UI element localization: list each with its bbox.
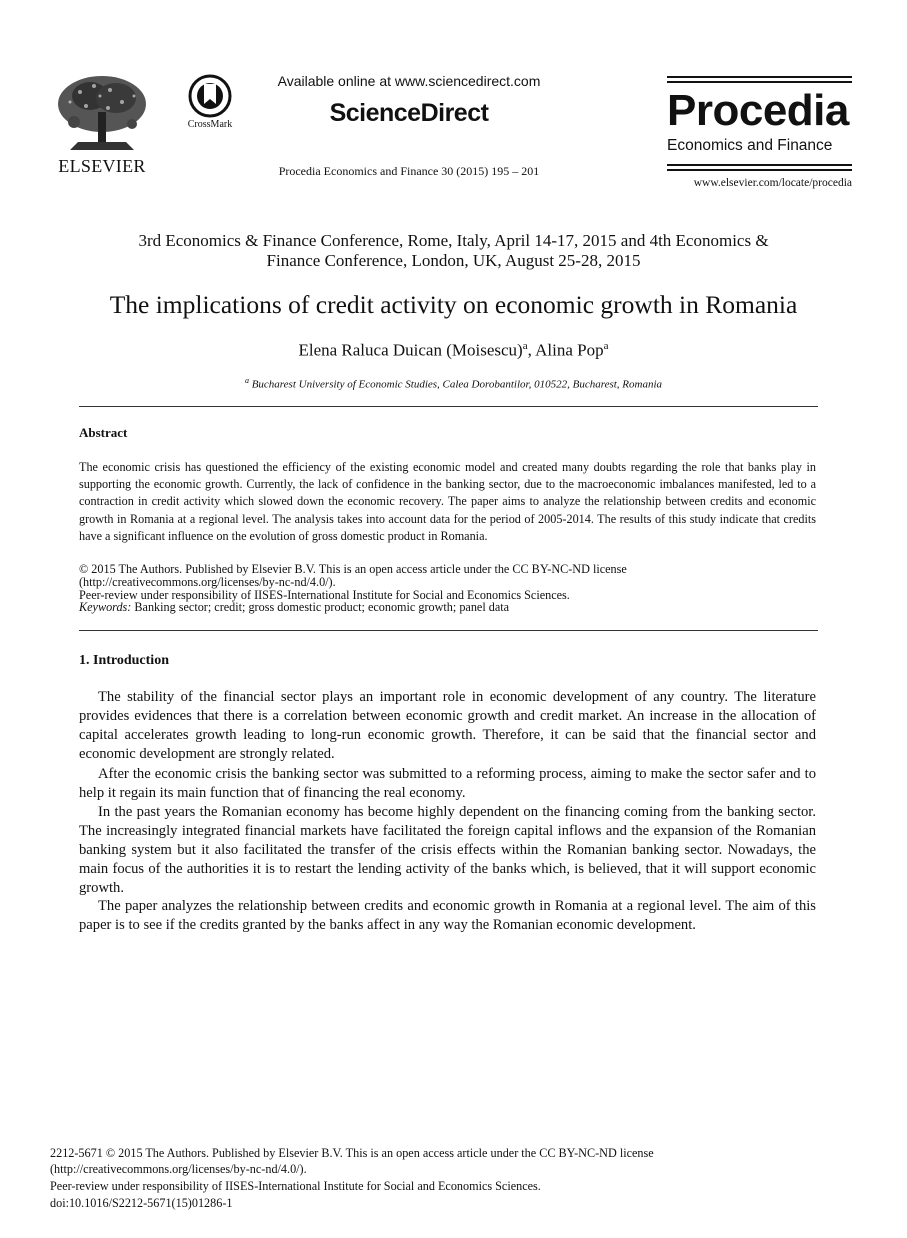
divider xyxy=(667,76,852,78)
procedia-subtitle: Economics and Finance xyxy=(667,137,833,154)
conference-line: 3rd Economics & Finance Conference, Rome, Italy, April 14-17, 2015 and 4th Economics & xyxy=(138,231,769,250)
author-mark: a xyxy=(603,340,609,352)
peer-review: Peer-review under responsibility of IISES-International Institute for Social and Economics Sciences. xyxy=(79,588,570,602)
authors xyxy=(150,340,757,361)
crossmark-badge[interactable] xyxy=(178,74,242,136)
footer-license-link[interactable]: (http://creativecommons.org/licenses/by-nc-nd/4.0/). xyxy=(50,1162,307,1176)
elsevier-logo xyxy=(50,72,154,178)
section-heading: 1. Introduction xyxy=(79,653,169,668)
procedia-url[interactable]: www.elsevier.com/locate/procedia xyxy=(693,177,852,189)
affiliation-mark: a xyxy=(244,376,249,385)
elsevier-tree-icon xyxy=(50,72,154,154)
abstract-heading: Abstract xyxy=(79,425,128,440)
paragraph: In the past years the Romanian economy has become highly dependent on the financing coming from the banking sector. The increasingly integrated financial markets have facilitated the foreign capital inflows and the expansion of the Romanian banking system but it also facilitated the transfer of the crisis effects within the Romanian banking sector. Nowadays, the main focus of the authorities it is to restart the lending activity of the banks which, is believed, that it will support economic growth. xyxy=(79,804,816,896)
procedia-logo xyxy=(667,76,852,174)
procedia-title: Procedia xyxy=(667,86,849,135)
divider xyxy=(79,630,818,631)
paragraph: After the economic crisis the banking sector was submitted to a reforming process, aiming to make the sector safer and to help it regain its main function that of financing the real economy. xyxy=(79,766,816,801)
divider xyxy=(79,406,818,407)
keywords-label: Keywords: xyxy=(79,600,132,614)
abstract-text: The economic crisis has questioned the efficiency of the existing economic model and created many doubts regarding the role that banks play in supporting the economic growth. Currently, the lack of confidence in the banking sector, due to the macroeconomic imbalances manifested, led to a contraction in credit activity which slowed down the economic recovery. The paper aims to analyze the relationship between credits and economic growth in Romania at a regional level. The analysis takes into account data for the period of 2005-2014. The results of this study indicate that credits have a significant influence on the evolution of gross domestic product in Romania. xyxy=(79,460,816,543)
footer-copyright: 2212-5671 © 2015 The Authors. Published by Elsevier B.V. This is an open access article under the CC BY-NC-ND license xyxy=(50,1146,654,1160)
available-online: Available online at www.sciencedirect.com xyxy=(277,73,541,89)
footer-peer-review: Peer-review under responsibility of IISES-International Institute for Social and Economics Sciences. xyxy=(50,1179,541,1193)
author-separator: , xyxy=(527,340,536,360)
keywords-text: Banking sector; credit; gross domestic product; economic growth; panel data xyxy=(131,600,510,614)
crossmark-label: CrossMark xyxy=(187,119,233,130)
paragraph: The paper analyzes the relationship between credits and economic growth in Romania at a regional level. The aim of this paper is to see if the credits granted by the banks affect in any way the Romanian economic development. xyxy=(79,898,816,933)
copyright-line: © 2015 The Authors. Published by Elsevier B.V. This is an open access article under the CC BY-NC-ND license xyxy=(79,562,627,576)
publisher-name: ELSEVIER xyxy=(58,156,146,176)
conference-line: Finance Conference, London, UK, August 25-28, 2015 xyxy=(266,251,641,270)
divider xyxy=(667,169,852,171)
conference-info xyxy=(60,231,847,271)
author-name: Elena Raluca Duican (Moisescu) xyxy=(298,340,523,360)
keywords xyxy=(79,601,816,614)
sciencedirect-logo: ScienceDirect xyxy=(329,99,489,127)
divider xyxy=(667,81,852,83)
license-link[interactable]: (http://creativecommons.org/licenses/by-nc-nd/4.0/). xyxy=(79,575,336,589)
paragraph: The stability of the financial sector plays an important role in economic development of any country. The literature provides evidences that there is a correlation between economic growth and credit market. An increase in the allocation of capital accelerates growth leading to long-run economic growth. Therefore, it can be said that the financial sector and economic development are strongly related. xyxy=(79,689,816,762)
author-name: Alina Pop xyxy=(535,340,604,360)
affiliation-text: Bucharest University of Economic Studies, Calea Dorobantilor, 010522, Bucharest, Romania xyxy=(248,378,663,391)
footer-doi[interactable]: doi:10.1016/S2212-5671(15)01286-1 xyxy=(50,1196,233,1210)
affiliation xyxy=(120,376,787,391)
journal-reference: Procedia Economics and Finance 30 (2015) 195 – 201 xyxy=(278,164,540,178)
crossmark-icon xyxy=(188,74,232,118)
divider xyxy=(667,164,852,166)
author-mark: a xyxy=(522,340,528,352)
paper-title: The implications of credit activity on economic growth in Romania xyxy=(109,290,798,319)
